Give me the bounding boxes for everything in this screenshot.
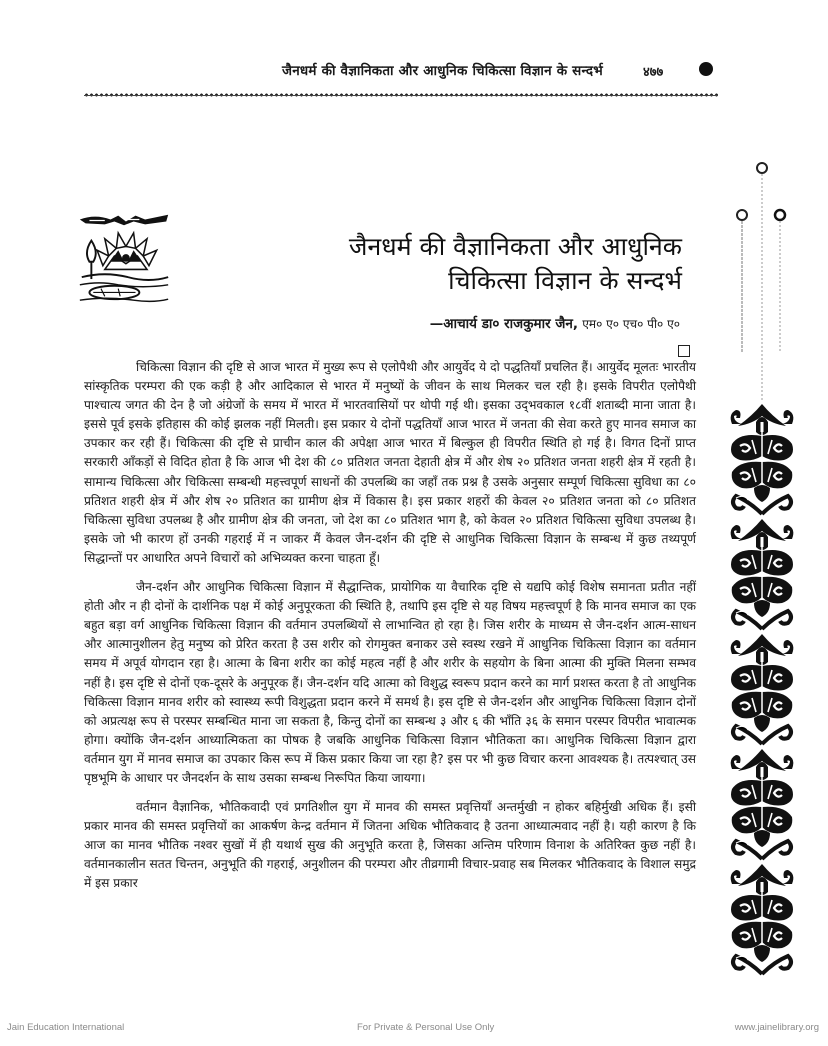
author-name: —आचार्य डा० राजकुमार जैन, bbox=[429, 316, 578, 332]
paragraph: वर्तमान वैज्ञानिक, भौतिकवादी एवं प्रगतिशील युग में मानव की समस्त प्रवृत्तियाँ अन्तर्मुखी न होकर बहिर्मुखी अधिक हैं। इसी प्रकार मानव की समस्त प्रवृत्तियों का आकर्षण केन्द्र वर्तमान में जितना अधिक भौतिकवाद है उतना आध्यात्मवाद नहीं है। यही कारण है कि आज का मानव भौतिक नश्वर सुखों में ही यथार्थ सुख की अनुभूति करता है, जिसका अन्तिम परिणाम विनाश के अतिरिक्त कुछ नहीं है। वर्तमानकालीन सतत चिन्तन, अनुभूति की गहराई, अनुशीलन की परम्परा और तीव्रगामी विचार-प्रवाह सब मिलकर भौतिकवाद के विशाल समुद्र में इस प्रकार bbox=[84, 800, 696, 891]
lotus-icon bbox=[76, 208, 172, 304]
title-line-1: जैनधर्म की वैज्ञानिकता और आधुनिक bbox=[348, 232, 682, 261]
paragraph: जैन-दर्शन और आधुनिक चिकित्सा विज्ञान में सैद्धान्तिक, प्रायोगिक या वैचारिक दृष्टि से यद्यपि कोई विशेष समानता प्रतीत नहीं होती और न ही दोनों के दार्शनिक पक्ष में कोई अनुपूरकता की स्थिति है, तथापि इस दृष्टि से यह विषय महत्त्वपूर्ण है कि मानव समाज का एक बहुत बड़ा वर्ग आधुनिक चिकित्सा विज्ञान की वर्तमान उपलब्धियों से लाभान्वित हो रहा है। जिस शरीर के माध्यम से जैन-दर्शन आत्म-साधन और आत्मानुशीलन हेतु मनुष्य को प्रेरित करता है उस शरीर को रोगमुक्त बनाकर उसे स्वस्थ रखने में आधुनिक चिकित्सा विज्ञान का वर्तमान समय में अपूर्व योगदान रहा है। आत्मा के बिना शरीर का कोई महत्व नहीं है और शरीर के सहयोग के बिना आत्मा की मुक्ति मिलना सम्भव नहीं है। इस दृष्टि से दोनों एक-दूसरे के अनुपूरक हैं। जैन-दर्शन यदि आत्मा को विशुद्ध स्वरूप प्रदान करने का मार्ग प्रशस्त करता है तो आधुनिक चिकित्सा विज्ञान मानव शरीर को स्वास्थ्य रूपी विशुद्धता प्रदान करने में समर्थ है। इस दृष्टि से जैन-दर्शन और आधुनिक चिकित्सा विज्ञान दोनों को अप्रत्यक्ष रूप से परस्पर सम्बन्धित माना जा सकता है, किन्तु दोनों का सम्बन्ध ३ और ६ की भाँति ३६ के समान परस्पर विपरीत भावात्मक होगा। क्योंकि जैन-दर्शन आध्यात्मिकता का पोषक है जबकि आधुनिक चिकित्सा विज्ञान भौतिकता का। आधुनिक चिकित्सा विज्ञान द्वारा वर्तमान युग में मानव समाज का उपकार किस रूप में किस प्रकार किया जा रहा है? इस पर भी कुछ विचार करना आवश्यक है। तत्पश्चात् उस पृष्ठभूमि के आधार पर जैनदर्शन के साथ उसका सम्बन्ध निरूपित किया जायगा। bbox=[84, 580, 696, 785]
bullet-icon bbox=[699, 62, 713, 76]
article-body bbox=[84, 358, 696, 904]
footer-publisher: Jain Education International bbox=[7, 1022, 125, 1033]
author-byline bbox=[380, 314, 680, 332]
square-marker-icon bbox=[678, 345, 690, 357]
dotted-rule-divider bbox=[84, 92, 718, 98]
page-footer bbox=[0, 1022, 828, 1036]
footer-website-link[interactable]: www.jainelibrary.org bbox=[734, 1022, 819, 1033]
running-header-title: जैनधर्म की वैज्ञानिकता और आधुनिक चिकित्सा विज्ञान के सन्दर्भ bbox=[282, 63, 603, 79]
paragraph: चिकित्सा विज्ञान की दृष्टि से आज भारत में मुख्य रूप से एलोपैथी और आयुर्वेद ये दो पद्धतियाँ प्रचलित हैं। आयुर्वेद मूलतः भारतीय सांस्कृतिक परम्परा की एक कड़ी है और आदिकाल से भारत में मनुष्यों के जीवन के साथ मिलकर चल रही है। इसके विपरीत एलोपैथी पाश्चात्य जगत की देन है जो अंग्रेजों के समय में भारत में भारतवासियों पर थोपी गई थी। इसका उद्‌भवकाल १८वीं शताब्दी माना जाता है। इससे पूर्व इसके इतिहास की कोई झलक नहीं मिलती। इस प्रकार ये दोनों पद्धतियाँ आज भारत में जनता की सेवा करते हुए मानव समाज का उपकार कर रही हैं। चिकित्सा की दृष्टि से प्राचीन काल की अपेक्षा आज भारत में बिल्कुल ही विपरीत स्थिति हो गई है। विगत दिनों प्राप्त सरकारी आँकड़ों से विदित होता है कि आज भी देश की ८० प्रतिशत जनता देहाती क्षेत्र में और शेष २० प्रतिशत जनता शहरी क्षेत्र में रहती है। सामान्य चिकित्सा और चिकित्सा सम्बन्धी महत्त्वपूर्ण साधनों की उपलब्धि का जहाँ तक प्रश्न है उसके अनुसार सम्पूर्ण चिकित्सा सुविधा का ८० प्रतिशत शहरी क्षेत्र में और शेष २० प्रतिशत का ग्रामीण क्षेत्र में विकास है। इस प्रकार शहरों की केवल २० प्रतिशत जनता को ८० प्रतिशत चिकित्सा सुविधा उपलब्ध है और ग्रामीण क्षेत्र की जनता, जो देश का ८० प्रतिशत भाग है, को केवल २० प्रतिशत चिकित्सा सुविधा उपलब्ध है। इसके जो भी कारण हों उनकी गहराई में न जाकर मैं केवल जैन-दर्शन की दृष्टि से आधुनिक चिकित्सा विज्ञान के सम्बन्ध में कुछ तथ्यपूर्ण सिद्धान्तों पर आधारित अपने विचारों को अभिव्यक्त करना चाहता हूँ। bbox=[84, 360, 696, 565]
page-number: ४७७ bbox=[643, 65, 664, 80]
footer-usage-note: For Private & Personal Use Only bbox=[357, 1022, 495, 1033]
author-degrees: एम० ए० एच० पी० ए० bbox=[582, 317, 680, 331]
title-line-2: चिकित्सा विज्ञान के सन्दर्भ bbox=[448, 266, 682, 295]
article-title bbox=[250, 230, 682, 298]
vine-ornament-border-icon bbox=[726, 140, 816, 990]
